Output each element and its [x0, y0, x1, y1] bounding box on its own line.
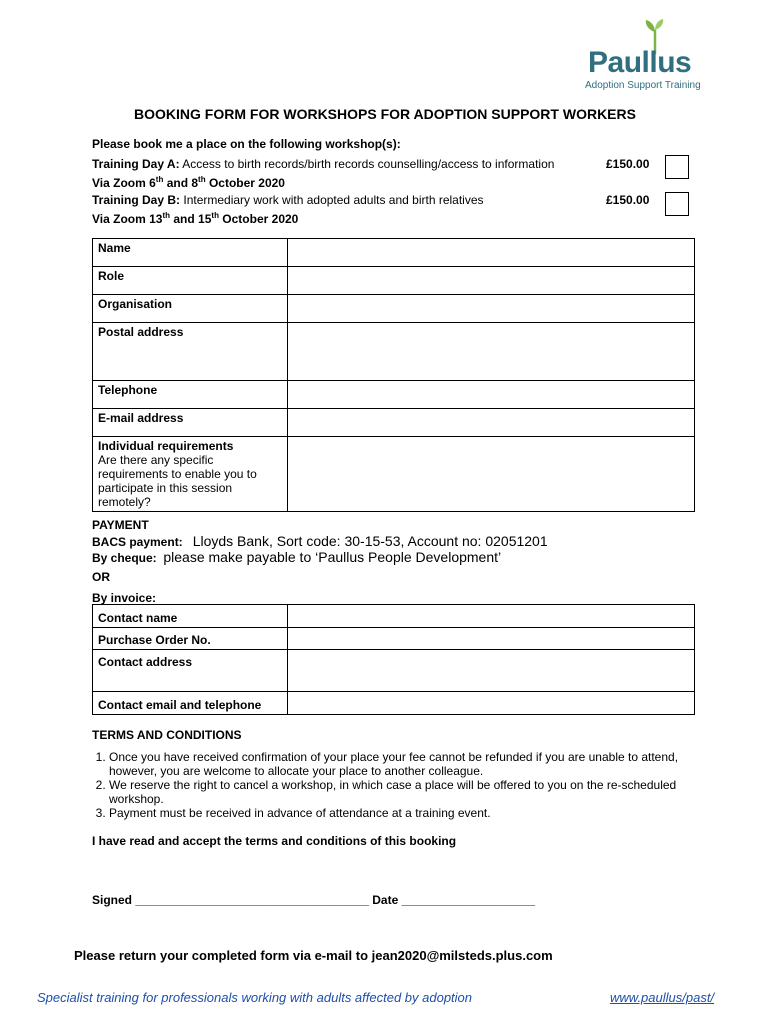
intro-text: Please book me a place on the following workshop(s): [92, 137, 401, 151]
workshop-b-desc: Intermediary work with adopted adults and birth relatives [183, 193, 484, 207]
individual-requirements-label: Individual requirements Are there any specific requirements to enable you to participate in this session remotely? [93, 437, 288, 512]
terms-heading: TERMS AND CONDITIONS [92, 728, 242, 742]
name-field[interactable] [288, 239, 695, 267]
workshop-a-desc: Access to birth records/birth records counselling/access to information [182, 157, 555, 171]
invoice-table [92, 604, 695, 715]
individual-requirements-field[interactable] [288, 437, 695, 512]
telephone-label: Telephone [93, 381, 288, 409]
workshop-a-price: £150.00 [606, 157, 650, 171]
contact-name-field[interactable] [288, 605, 695, 628]
contact-address-field[interactable] [288, 650, 695, 692]
contact-address-label: Contact address [93, 650, 288, 692]
telephone-field[interactable] [288, 381, 695, 409]
workshop-a-dates: Via Zoom 6th and 8th October 2020 [92, 175, 285, 190]
workshop-b [92, 193, 484, 227]
contact-email-tel-field[interactable] [288, 692, 695, 715]
bacs-payment: BACS payment: Lloyds Bank, Sort code: 30-15-53, Account no: 02051201 [92, 533, 548, 549]
workshop-a [92, 157, 554, 191]
signature-date-line[interactable]: Signed ___________________________________ Date ____________________ [92, 893, 536, 907]
workshop-b-dates: Via Zoom 13th and 15th October 2020 [92, 211, 299, 226]
workshop-b-label: Training Day B: [92, 193, 181, 207]
organisation-label: Organisation [93, 295, 288, 323]
terms-item: 1. Once you have received confirmation of your place your fee cannot be refunded if you are unable to attend, however, you are welcome to allocate your place to another colleague. [109, 750, 709, 778]
payment-heading: PAYMENT [92, 518, 149, 532]
email-label: E-mail address [93, 409, 288, 437]
postal-address-field[interactable] [288, 323, 695, 381]
contact-email-tel-label: Contact email and telephone [93, 692, 288, 715]
workshop-b-checkbox[interactable] [665, 192, 689, 216]
postal-address-label: Postal address [93, 323, 288, 381]
logo-wordmark: Paullus [588, 46, 692, 79]
personal-details-table [92, 238, 695, 512]
role-label: Role [93, 267, 288, 295]
terms-item: 2. We reserve the right to cancel a workshop, in which case a place will be offered to you on the re-scheduled workshop. [109, 778, 709, 806]
logo-tagline: Adoption Support Training [585, 80, 701, 91]
contact-name-label: Contact name [93, 605, 288, 628]
email-field[interactable] [288, 409, 695, 437]
invoice-heading: By invoice: [92, 591, 157, 605]
footer-tagline: Specialist training for professionals working with adults affected by adoption [37, 990, 473, 1005]
return-instructions: Please return your completed form via e-mail to jean2020@milsteds.plus.com [74, 948, 553, 963]
po-field[interactable] [288, 628, 695, 650]
organisation-field[interactable] [288, 295, 695, 323]
cheque-payment: By cheque: please make payable to ‘Paullus People Development’ [92, 549, 502, 565]
paullus-logo [580, 18, 705, 94]
workshop-a-label: Training Day A: [92, 157, 180, 171]
name-label: Name [93, 239, 288, 267]
terms-item: 3. Payment must be received in advance of attendance at a training event. [109, 806, 709, 820]
or-text: OR [92, 570, 110, 584]
po-label: Purchase Order No. [93, 628, 288, 650]
workshop-a-checkbox[interactable] [665, 155, 689, 179]
accept-statement: I have read and accept the terms and conditions of this booking [92, 834, 457, 848]
workshop-b-price: £150.00 [606, 193, 650, 207]
footer-link[interactable]: www.paullus/past/ [610, 990, 715, 1005]
terms-list [92, 750, 709, 820]
role-field[interactable] [288, 267, 695, 295]
form-title: BOOKING FORM FOR WORKSHOPS FOR ADOPTION SUPPORT WORKERS [134, 106, 636, 122]
